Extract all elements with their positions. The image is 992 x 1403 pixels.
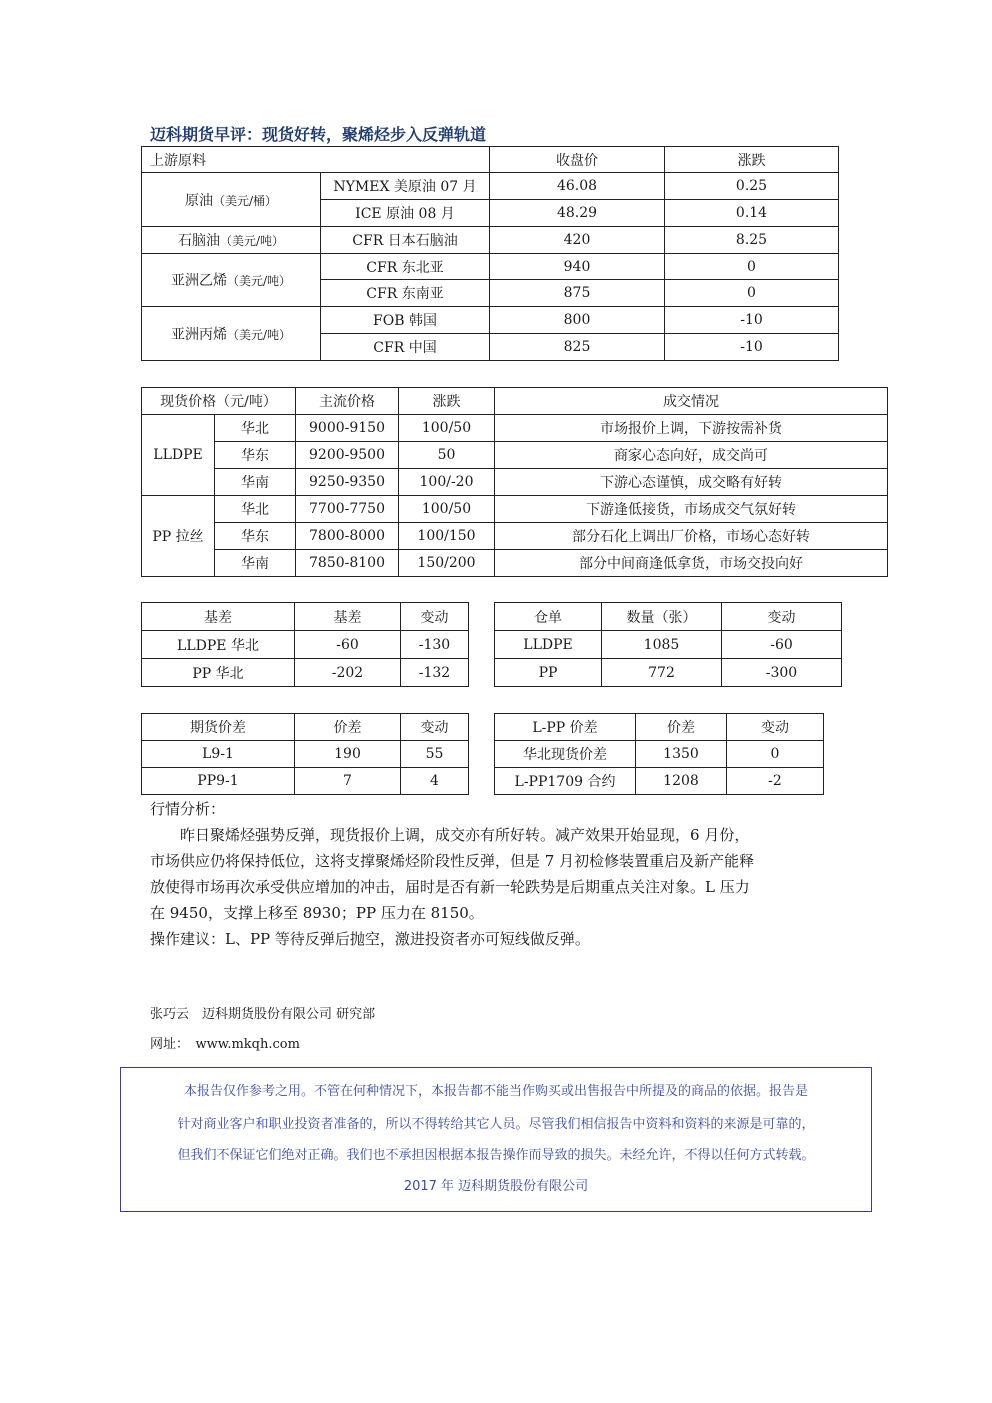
header-cell: 涨跌: [665, 147, 839, 173]
region-cell: 华南: [215, 550, 296, 577]
region-cell: 华东: [215, 442, 296, 469]
header-cell: 涨跌: [399, 388, 495, 415]
table-row: [495, 741, 824, 768]
table-row: [142, 173, 839, 200]
change-cell: -2: [727, 768, 824, 795]
change-cell: 0: [665, 280, 839, 307]
market-cell: CFR 东北亚: [321, 254, 490, 280]
price-cell: 875: [490, 280, 665, 307]
value-cell: -202: [295, 659, 401, 687]
header-cell: 仓单: [495, 603, 602, 631]
note-cell: 下游心态谨慎，成交略有好转: [495, 469, 888, 496]
disclaimer-line: 针对商业客户和职业投资者准备的，所以不得转给其它人员。尽管我们相信报告中资料和资料的来源是可靠的，: [177, 1117, 815, 1132]
change-cell: -10: [665, 334, 839, 361]
table-header-row: [142, 147, 839, 173]
change-cell: 100/50: [399, 415, 495, 442]
name-cell: LLDPE 华北: [142, 631, 295, 659]
note-cell: 部分中间商逢低拿货，市场交投向好: [495, 550, 888, 577]
market-cell: ICE 原油 08 月: [321, 200, 490, 227]
market-cell: NYMEX 美原油 07 月: [321, 173, 490, 200]
table-row: [142, 741, 469, 768]
change-cell: 8.25: [665, 227, 839, 254]
name-cell: LLDPE: [495, 631, 602, 659]
name-cell: PP9-1: [142, 768, 295, 795]
header-cell: 基差: [295, 603, 401, 631]
price-cell: 7850-8100: [296, 550, 399, 577]
table-row: [142, 550, 888, 577]
disclaimer-box: [120, 1067, 872, 1212]
change-cell: -10: [665, 307, 839, 334]
change-cell: -300: [722, 659, 842, 687]
group-cell: PP 拉丝: [142, 496, 215, 577]
value-cell: 190: [295, 741, 401, 768]
name-cell: 华北现货价差: [495, 741, 636, 768]
header-cell: 数量（张）: [602, 603, 722, 631]
header-cell: 主流价格: [296, 388, 399, 415]
table-row: [495, 659, 842, 687]
table-row: [142, 254, 839, 280]
table-header-row: [142, 388, 888, 415]
header-cell: 收盘价: [490, 147, 665, 173]
table-row: [142, 227, 839, 254]
header-cell: 期货价差: [142, 714, 295, 741]
header-cell: 成交情况: [495, 388, 888, 415]
price-cell: 9200-9500: [296, 442, 399, 469]
change-cell: 100/150: [399, 523, 495, 550]
header-cell: 变动: [722, 603, 842, 631]
analysis-line: 市场供应仍将保持低位，这将支撑聚烯烃阶段性反弹，但是 7 月初检修装置重启及新产能释: [150, 852, 755, 870]
market-cell: CFR 东南亚: [321, 280, 490, 307]
price-cell: 940: [490, 254, 665, 280]
price-cell: 7700-7750: [296, 496, 399, 523]
table-row: [142, 768, 469, 795]
analysis-line: 放使得市场再次承受供应增加的冲击，届时是否有新一轮跌势是后期重点关注对象。L 压力: [150, 878, 750, 896]
page-title: 迈科期货早评：现货好转，聚烯烃步入反弹轨道: [150, 125, 487, 144]
market-cell: CFR 日本石脑油: [321, 227, 490, 254]
change-cell: 0.14: [665, 200, 839, 227]
price-cell: 420: [490, 227, 665, 254]
change-cell: -132: [401, 659, 469, 687]
group-cell: 原油（美元/桶）: [142, 173, 321, 227]
header-cell: 上游原料: [142, 147, 490, 173]
region-cell: 华北: [215, 415, 296, 442]
price-cell: 7800-8000: [296, 523, 399, 550]
table-header-row: [142, 603, 469, 631]
header-cell: 变动: [401, 714, 469, 741]
price-cell: 46.08: [490, 173, 665, 200]
table-row: [142, 631, 469, 659]
table-header-row: [495, 603, 842, 631]
change-cell: 150/200: [399, 550, 495, 577]
price-cell: 9000-9150: [296, 415, 399, 442]
change-cell: 4: [401, 768, 469, 795]
header-cell: 变动: [401, 603, 469, 631]
note-cell: 下游逢低接货，市场成交气氛好转: [495, 496, 888, 523]
name-cell: PP 华北: [142, 659, 295, 687]
change-cell: -130: [401, 631, 469, 659]
region-cell: 华北: [215, 496, 296, 523]
name-cell: L-PP1709 合约: [495, 768, 636, 795]
header-cell: L-PP 价差: [495, 714, 636, 741]
table-header-row: [495, 714, 824, 741]
table-row: [495, 631, 842, 659]
spot-price-table: [141, 387, 888, 577]
change-cell: 0.25: [665, 173, 839, 200]
operation-suggestion: 操作建议：L、PP 等待反弹后抛空，激进投资者亦可短线做反弹。: [150, 930, 590, 948]
value-cell: 1350: [636, 741, 727, 768]
note-cell: 市场报价上调，下游按需补货: [495, 415, 888, 442]
note-cell: 商家心态向好，成交尚可: [495, 442, 888, 469]
value-cell: 7: [295, 768, 401, 795]
market-cell: CFR 中国: [321, 334, 490, 361]
table-row: [142, 496, 888, 523]
analysis-paragraph: [150, 822, 850, 926]
table-header-row: [142, 714, 469, 741]
table-row: [495, 768, 824, 795]
region-cell: 华南: [215, 469, 296, 496]
table-row: [142, 659, 469, 687]
change-cell: -60: [722, 631, 842, 659]
disclaimer-line: 本报告仅作参考之用。不管在何种情况下，本报告都不能当作购买或出售报告中所提及的商品的依据。报告是: [183, 1084, 808, 1099]
disclaimer-footer: 2017 年 迈科期货股份有限公司: [403, 1179, 589, 1194]
name-cell: L9-1: [142, 741, 295, 768]
price-cell: 800: [490, 307, 665, 334]
analysis-line: 在 9450，支撑上移至 8930；PP 压力在 8150。: [150, 904, 484, 922]
futures-spread-table: [141, 713, 469, 795]
group-cell: 亚洲乙烯（美元/吨）: [142, 254, 321, 307]
change-cell: 100/-20: [399, 469, 495, 496]
value-cell: 1085: [602, 631, 722, 659]
upstream-table: [141, 146, 839, 361]
header-cell: 基差: [142, 603, 295, 631]
table-row: [142, 469, 888, 496]
price-cell: 9250-9350: [296, 469, 399, 496]
change-cell: 55: [401, 741, 469, 768]
price-cell: 48.29: [490, 200, 665, 227]
lpp-spread-table: [494, 713, 824, 795]
analysis-heading: 行情分析：: [150, 800, 226, 818]
group-cell: 亚洲丙烯（美元/吨）: [142, 307, 321, 361]
header-cell: 价差: [295, 714, 401, 741]
price-cell: 825: [490, 334, 665, 361]
basis-table: [141, 602, 469, 687]
table-row: [142, 523, 888, 550]
name-cell: PP: [495, 659, 602, 687]
author-line: 张巧云 迈科期货股份有限公司 研究部: [150, 1007, 376, 1022]
note-cell: 部分石化上调出厂价格，市场心态好转: [495, 523, 888, 550]
group-cell: 石脑油（美元/吨）: [142, 227, 321, 254]
header-cell: 现货价格（元/吨）: [142, 388, 296, 415]
table-row: [142, 442, 888, 469]
warehouse-table: [494, 602, 842, 687]
change-cell: 0: [727, 741, 824, 768]
region-cell: 华东: [215, 523, 296, 550]
table-row: [142, 415, 888, 442]
header-cell: 价差: [636, 714, 727, 741]
change-cell: 50: [399, 442, 495, 469]
analysis-line: 昨日聚烯烃强势反弹，现货报价上调，成交亦有所好转。减产效果开始显现，6 月份，: [180, 826, 750, 844]
header-cell: 变动: [727, 714, 824, 741]
table-row: [142, 307, 839, 334]
value-cell: 772: [602, 659, 722, 687]
change-cell: 0: [665, 254, 839, 280]
change-cell: 100/50: [399, 496, 495, 523]
disclaimer-line: 但我们不保证它们绝对正确。我们也不承担因根据本报告操作而导致的损失。未经允许，不得以任何方式转载。: [177, 1148, 815, 1163]
market-cell: FOB 韩国: [321, 307, 490, 334]
value-cell: 1208: [636, 768, 727, 795]
value-cell: -60: [295, 631, 401, 659]
website-line: 网址： www.mkqh.com: [150, 1037, 300, 1052]
group-cell: LLDPE: [142, 415, 215, 496]
